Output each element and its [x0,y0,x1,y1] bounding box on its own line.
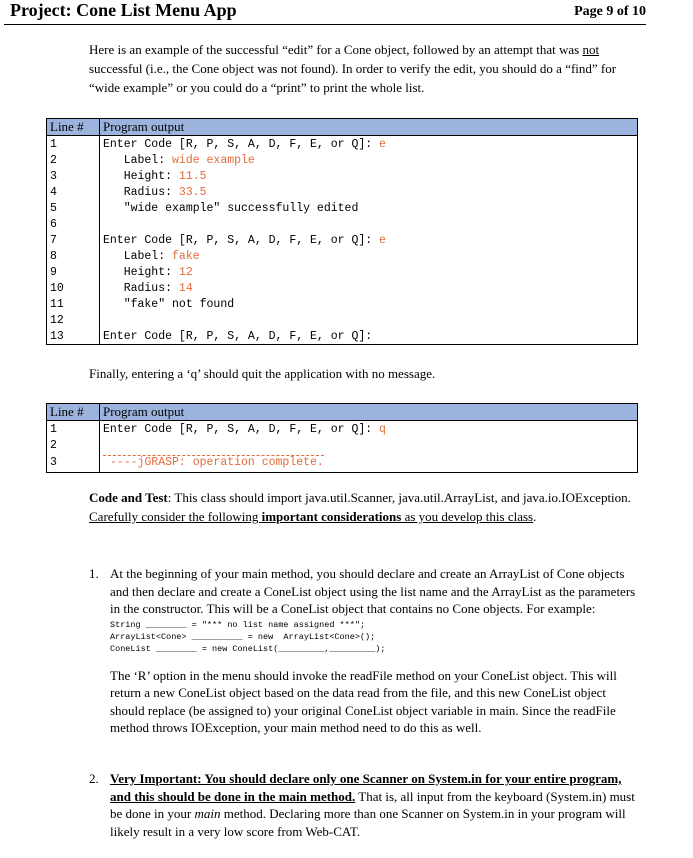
output-line [100,168,638,184]
page-header [4,0,646,25]
output-text: Radius: [103,185,179,199]
item2-text-1: That is, all input from the keyboard (System.in) must be done in your [110,788,635,821]
output-line [100,328,638,345]
output-line [100,232,638,248]
jgrasp-message: ----jGRASP: operation complete. [103,456,324,469]
table-row [47,136,638,153]
output-line [100,453,638,473]
scanner-warning: : You should declare only one Scanner on System.in for your entire program, and this should be done in the main method. [110,771,622,804]
intro-text-2: successful (i.e., the Cone object was not found). In order to verify the edit, you should do a “find” for “wide example” or you could do a “print” to print the whole list. [89,61,617,95]
intro-underlined-not: not [582,42,600,57]
line-number-header: Line # [47,119,100,136]
user-input: 14 [178,281,193,295]
table-row [47,232,638,248]
list-number: 2. [89,771,99,786]
intro-paragraph [89,40,637,97]
program-output-header: Program output [100,119,638,136]
output-line [100,421,638,438]
table-header-row [47,119,638,136]
output-line [100,437,638,453]
table-row [47,421,638,438]
line-number: 12 [47,312,100,328]
list-number: 1. [89,566,99,581]
line-number: 9 [47,264,100,280]
output-line [100,216,638,232]
output-text: Label: [103,249,173,263]
output-text: Enter Code [R, P, S, A, D, F, E, or Q]: [103,233,380,247]
code-line-1: String ________ = "*** no list name assigned ***"; [110,619,366,630]
line-number: 1 [47,421,100,438]
user-input: q [379,422,386,436]
item2-text-2: method. Declaring more than one Scanner on System.in in your program will likely result in a very low score from Web-CAT. [110,806,626,839]
program-output-table-1 [46,118,638,345]
user-input: fake [172,249,200,263]
line-number: 1 [47,136,100,153]
page-number: Page 9 of 10 [574,4,646,19]
finally-paragraph: Finally, entering a ‘q’ should quit the application with no message. [89,366,436,381]
user-input: 12 [178,265,193,279]
table-row [47,248,638,264]
output-text: Enter Code [R, P, S, A, D, F, E, or Q]: [103,329,373,343]
output-text: Radius: [103,281,179,295]
output-text: Label: [103,153,173,167]
code-and-test-paragraph [89,488,637,526]
table-row [47,312,638,328]
table-row [47,200,638,216]
document-title: Project: Cone List Menu App [10,0,237,20]
user-input: e [379,137,386,151]
program-output-table-2 [46,403,638,473]
output-text: "wide example" successfully edited [103,201,359,215]
output-line [100,184,638,200]
user-input: e [379,233,386,247]
line-number: 10 [47,280,100,296]
code-test-period: . [533,509,537,524]
table-row [47,184,638,200]
line-number: 3 [47,453,100,473]
important-considerations: important considerations [261,509,402,524]
item1-text: At the beginning of your main method, you should declare and create an ArrayList of Cone objects and then declare and create a ConeList object using the list name and the ArrayList as the parameters in the constructor. This will be a ConeList object that contains no Cone objects. For example: [110,566,636,616]
output-line [100,136,638,153]
output-line [100,152,638,168]
code-test-underlined-1: Carefully consider the following [89,509,262,524]
output-line [100,200,638,216]
table-row [47,296,638,312]
line-number: 13 [47,328,100,345]
table-row [47,280,638,296]
table-row [47,328,638,345]
item2-main-italic: main [194,806,221,821]
code-test-text: : This class should import java.util.Scanner, java.util.ArrayList, and java.io.IOException. [167,490,631,505]
line-number: 3 [47,168,100,184]
output-line [100,280,638,296]
code-and-test-label: Code and Test [89,490,168,505]
output-text: "fake" not found [103,297,235,311]
code-line-2: ArrayList<Cone> __________ = new ArrayList<Cone>(); [110,631,376,642]
line-number: 11 [47,296,100,312]
item1-paragraph-2: The ‘R’ option in the menu should invoke the readFile method on your ConeList object. This will return a new ConeList object based on the data read from the file, and this new ConeList object should replace (be assigned to) your original ConeList object variable in main. Since the readFile method throws IOException, your main method need to do this as well. [110,667,617,735]
code-test-underlined-2: as you develop this class [401,509,534,524]
line-number: 5 [47,200,100,216]
output-text: Enter Code [R, P, S, A, D, F, E, or Q]: [103,137,380,151]
line-number: 4 [47,184,100,200]
item2-text [110,770,637,840]
line-number-header: Line # [47,404,100,421]
line-number: 2 [47,152,100,168]
output-text: Height: [103,265,179,279]
table-row [47,216,638,232]
table-header-row [47,404,638,421]
user-input: 33.5 [178,185,207,199]
output-text: Height: [103,169,179,183]
list-item-1 [89,565,637,737]
line-number: 7 [47,232,100,248]
output-line [100,248,638,264]
table-row [47,168,638,184]
user-input: wide example [172,153,255,167]
intro-text-1: Here is an example of the successful “edit” for a Cone object, followed by an attempt that was [89,42,583,57]
output-line [100,312,638,328]
very-important: Very Important [110,771,198,786]
code-line-3: ConeList ________ = new ConeList(_________,_________); [110,643,386,654]
output-line [100,264,638,280]
line-number: 6 [47,216,100,232]
line-number: 8 [47,248,100,264]
table-row [47,152,638,168]
table-row [47,453,638,473]
output-line [100,296,638,312]
output-text: Enter Code [R, P, S, A, D, F, E, or Q]: [103,422,380,436]
list-item-2 [89,770,637,840]
program-output-header: Program output [100,404,638,421]
user-input: 11.5 [178,169,207,183]
line-number: 2 [47,437,100,453]
table-row [47,437,638,453]
table-row [47,264,638,280]
